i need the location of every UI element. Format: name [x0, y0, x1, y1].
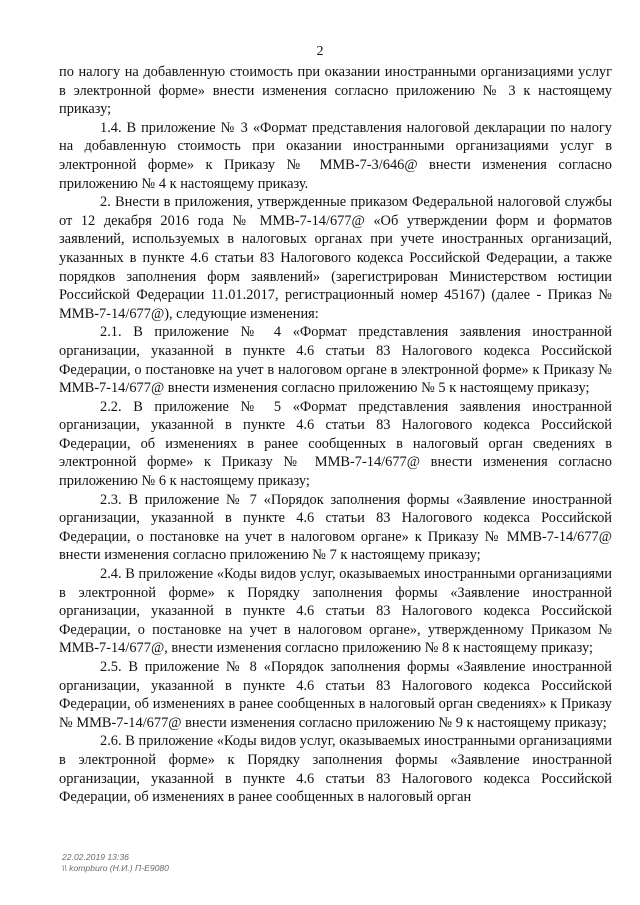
paragraph-2: 2. Внести в приложения, утвержденные приказом Федеральной налоговой службы от 12 декабря 2016 года № ММВ-7-14/677@ «Об утверждении форм и форматов заявлений, используемых в налоговых органах при учете иностранных организаций, указанных в пункте 4.6 статьи 83 Налогового кодекса Российской Федерации, а также порядков заполнения форм заявлений» (зарегистрирован Министерством юстиции Российской Федерации 11.01.2017, регистрационный номер 45167) (далее - Приказ № ММВ-7-14/677@), следующие изменения: [59, 194, 612, 322]
footer-file-path: \\ kompburo (Н.И.) П-E9080 [62, 862, 169, 873]
paragraph-1-4: 1.4. В приложение № 3 «Формат представления налоговой декларации по налогу на добавленную стоимость при оказании иностранными организациями услуг в электронной форме» к Приказу № ММВ-7-3/646@ внести изменения согласно приложению № 4 к настоящему приказу. [59, 119, 612, 192]
paragraph-continuation: по налогу на добавленную стоимость при оказании иностранными организациями услуг в электронной форме» внести изменения согласно приложению № 3 к настоящему приказу; [59, 64, 612, 118]
page-number: 2 [316, 44, 324, 59]
footer-timestamp: 22.02.2019 13:36 [62, 852, 129, 862]
document-body [59, 63, 612, 807]
paragraph-2-4: 2.4. В приложение «Коды видов услуг, оказываемых иностранными организациями в электронной форме» к Порядку заполнения формы «Заявление иностранной организации, указанной в пункте 4.6 статьи 83 Налогового кодекса Российской Федерации, о постановке на учет в налоговом органе», утвержденному Приказом № ММВ-7-14/677@, внести изменения согласно приложению № 8 к настоящему приказу; [59, 566, 612, 657]
paragraph-2-6: 2.6. В приложение «Коды видов услуг, оказываемых иностранными организациями в электронной форме» к Порядку заполнения формы «Заявление иностранной организации, указанной в пункте 4.6 статьи 83 Налогового кодекса Российской Федерации, об изменениях в ранее сообщенных в налоговый орган [59, 733, 612, 806]
print-footer [62, 852, 362, 873]
paragraph-2-5: 2.5. В приложение № 8 «Порядок заполнения формы «Заявление иностранной организации, указанной в пункте 4.6 статьи 83 Налогового кодекса Российской Федерации, об изменениях в ранее сообщенных в налоговый орган сведениях» к Приказу № ММВ-7-14/677@ внести изменения согласно приложению № 9 к настоящему приказу; [59, 659, 612, 731]
paragraph-2-2: 2.2. В приложение № 5 «Формат представления заявления иностранной организации, указанной в пункте 4.6 статьи 83 Налогового кодекса Российской Федерации, об изменениях в ранее сообщенных в налоговый орган сведениях в электронной форме» к Приказу № ММВ-7-14/677@ внести изменения согласно приложению № 6 к настоящему приказу; [59, 398, 612, 490]
paragraph-2-3: 2.3. В приложение № 7 «Порядок заполнения формы «Заявление иностранной организации, указанной в пункте 4.6 статьи 83 Налогового кодекса Российской Федерации, о постановке на учет в налоговом органе» к Приказу № ММВ-7-14/677@ внести изменения согласно приложению № 7 к настоящему приказу; [59, 491, 612, 564]
paragraph-2-1: 2.1. В приложение № 4 «Формат представления заявления иностранной организации, указанной в пункте 4.6 статьи 83 Налогового кодекса Российской Федерации, о постановке на учет в налоговом органе в электронной форме» к Приказу № ММВ-7-14/677@ внести изменения согласно приложению № 5 к настоящему приказу; [59, 324, 612, 397]
